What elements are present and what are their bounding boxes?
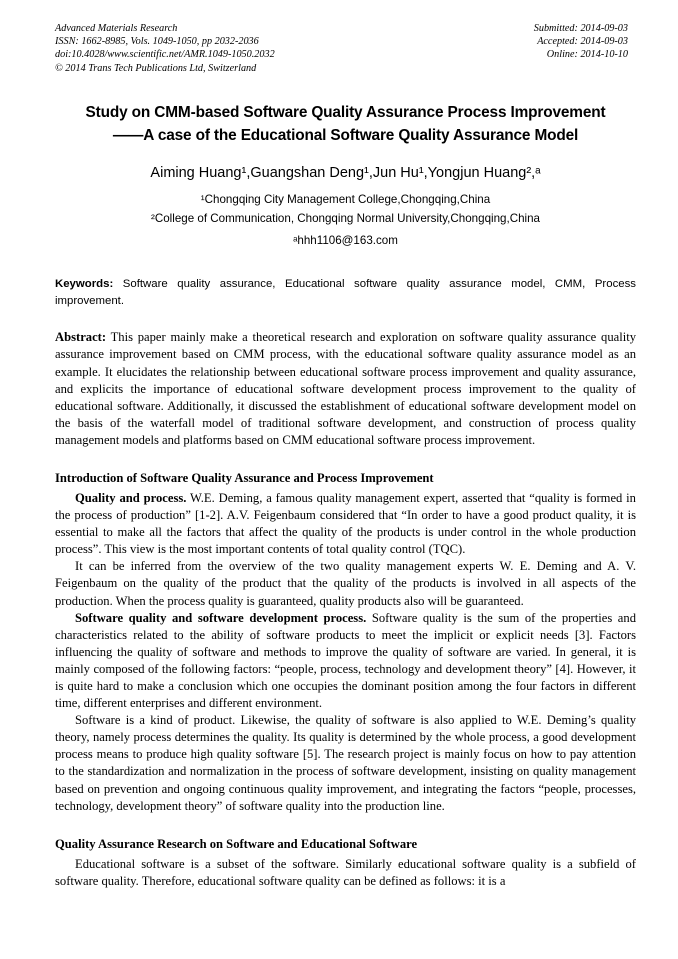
abstract-block [55, 329, 636, 449]
section-heading: Quality Assurance Research on Software and Educational Software [55, 836, 418, 851]
paragraph-text: Software is a kind of product. Likewise, the quality of software is also applied to W.E. Deming’s quality theory, namely process determines the quality. Its quality is determined by the whole process, a good development process means to produce high quality software [5]. The research project is mainly focus on how to pay attention to the standardization and normalization in the process of software development, insisting on quality management based on prevention and ongoing continuous quality improvement, and integrating the factors “people, processes, technology, development theory” of software quality into the production line. [55, 713, 636, 813]
journal-header-left [55, 22, 275, 75]
paragraph-text: It can be inferred from the overview of the two quality management experts W. E. Deming and A. V. Feigenbaum on the quality of the product that the quality of the products is involved in all aspects of the production. When the process quality is guaranteed, quality products also will be guaranteed. [55, 559, 636, 608]
section-introduction [55, 470, 636, 815]
paragraph-run-in: Quality and process. [75, 490, 187, 505]
submitted-date: Submitted: 2014-09-03 [533, 23, 628, 34]
page-title [55, 101, 636, 147]
keywords-label: Keywords: [55, 278, 114, 291]
affiliation-1: ¹Chongqing City Management College,Chongqing,China [200, 192, 491, 206]
journal-header [55, 22, 636, 75]
body-paragraph [55, 856, 636, 890]
abstract-label: Abstract: [55, 330, 107, 345]
body-paragraph [55, 490, 636, 558]
title-line-1: Study on CMM-based Software Quality Assurance Process Improvement [85, 103, 606, 121]
section-heading: Introduction of Software Quality Assurance and Process Improvement [55, 470, 434, 485]
journal-name: Advanced Materials Research [55, 23, 178, 34]
title-line-2: ——A case of the Educational Software Quality Assurance Model [112, 126, 579, 144]
paragraph-run-in: Software quality and software development process. [75, 610, 367, 625]
journal-doi: doi:10.4028/www.scientific.net/AMR.1049-1050.2032 [55, 49, 275, 61]
accepted-date: Accepted: 2014-09-03 [537, 36, 628, 48]
body-paragraph [55, 712, 636, 815]
keywords-block [55, 276, 636, 310]
journal-copyright: © 2014 Trans Tech Publications Ltd, Switzerland [55, 62, 257, 74]
affiliation-2: ²College of Communication, Chongqing Normal University,Chongqing,China [150, 212, 540, 226]
affiliation-block [55, 190, 636, 251]
keywords-text: Software quality assurance, Educational software quality assurance model, CMM, Process improvement. [55, 278, 636, 308]
abstract-text: This paper mainly make a theoretical research and exploration on software quality assurance quality assurance improvement based on CMM process, with the educational software quality assurance model as an example. It elucidates the relationship between educational software process improvement and quality assurance, and explicits the importance of educational software development process improvement to the quality of educational software. Additionally, it discussed the establishment of educational software development model on the basis of the waterfall model of traditional software development, and construction of process quality management models and platforms based on CMM educational software process improvement. [55, 330, 636, 447]
body-paragraph [55, 558, 636, 609]
section-quality-assurance-research [55, 836, 636, 890]
paragraph-text: W.E. Deming, a famous quality management expert, asserted that “quality is formed in the process of production” [1-2]. A.V. Feigenbaum considered that “In order to have a good product quality, it is essential to make all the factors that affect the quality of the products is under control in the whole production process”. This view is the most important contents of total quality control (TQC). [55, 490, 636, 557]
journal-issn-volume: ISSN: 1662-8985, Vols. 1049-1050, pp 2032-2036 [55, 36, 259, 48]
paragraph-text: Software quality is the sum of the properties and characteristics related to the ability of software products to meet the implicit or explicit needs [3]. Factors influencing the quality of software and methods to improve the quality of software are varied. In general, it is mainly composed of the following factors: “people, process, technology and development theory” [4]. However, it is quite hard to make a conclusion which one occupies the dominant position among the four factors in different time, different enterprises and different environment. [55, 610, 636, 711]
corresponding-email: ᵃhhh1106@163.com [293, 233, 398, 247]
journal-header-right [534, 22, 636, 62]
author-list: Aiming Huang¹,Guangshan Deng¹,Jun Hu¹,Yongjun Huang²,ᵃ [150, 164, 541, 181]
body-paragraph [55, 610, 636, 713]
paragraph-text: Educational software is a subset of the software. Similarly educational software quality is a subfield of software quality. Therefore, educational software quality can be defined as follows: it is a [55, 856, 636, 888]
online-date: Online: 2014-10-10 [546, 49, 628, 61]
